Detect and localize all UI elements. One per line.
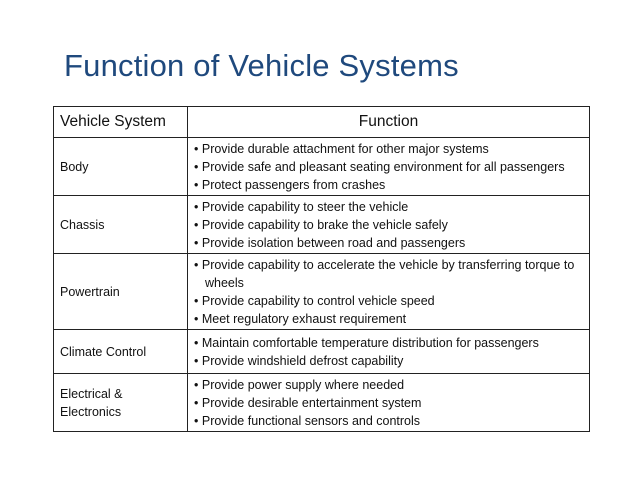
slide-title: Function of Vehicle Systems	[64, 48, 459, 83]
vehicle-systems-table	[53, 106, 590, 432]
function-list	[188, 196, 590, 254]
header-vehicle-system: Vehicle System	[54, 107, 188, 138]
system-name-text: Electrical & Electronics	[60, 386, 123, 419]
function-item: • Provide capability to steer the vehicle	[194, 199, 409, 214]
function-item: • Provide safe and pleasant seating environment for all passengers	[194, 159, 565, 174]
table-row-body	[54, 138, 590, 196]
function-list	[188, 374, 590, 432]
system-name: Powertrain	[54, 254, 188, 330]
function-item: • Provide durable attachment for other major systems	[194, 141, 489, 156]
function-item: • Provide capability to brake the vehicle safely	[194, 217, 448, 232]
function-item: • Meet regulatory exhaust requirement	[194, 311, 407, 326]
function-item: • Protect passengers from crashes	[194, 177, 386, 192]
function-item: • Provide functional sensors and controls	[194, 413, 421, 428]
table-row-powertrain	[54, 254, 590, 330]
function-list	[188, 330, 590, 374]
header-function: Function	[188, 107, 590, 138]
system-name: Climate Control	[54, 330, 188, 374]
table-header-row	[54, 107, 590, 138]
table-row-electrical-electronics	[54, 374, 590, 432]
function-item: • Provide isolation between road and passengers	[194, 235, 466, 250]
system-name	[54, 374, 188, 432]
function-item: • Provide power supply where needed	[194, 377, 405, 392]
system-name: Chassis	[54, 196, 188, 254]
function-item: • Provide desirable entertainment system	[194, 395, 422, 410]
system-name: Body	[54, 138, 188, 196]
function-list	[188, 138, 590, 196]
function-item: • Provide capability to accelerate the vehicle by transferring torque to wheels	[194, 257, 575, 290]
table-row-chassis	[54, 196, 590, 254]
function-list	[188, 254, 590, 330]
function-item: • Provide windshield defrost capability	[194, 353, 404, 368]
table-row-climate-control	[54, 330, 590, 374]
function-item: • Maintain comfortable temperature distribution for passengers	[194, 335, 539, 350]
function-item: • Provide capability to control vehicle speed	[194, 293, 435, 308]
